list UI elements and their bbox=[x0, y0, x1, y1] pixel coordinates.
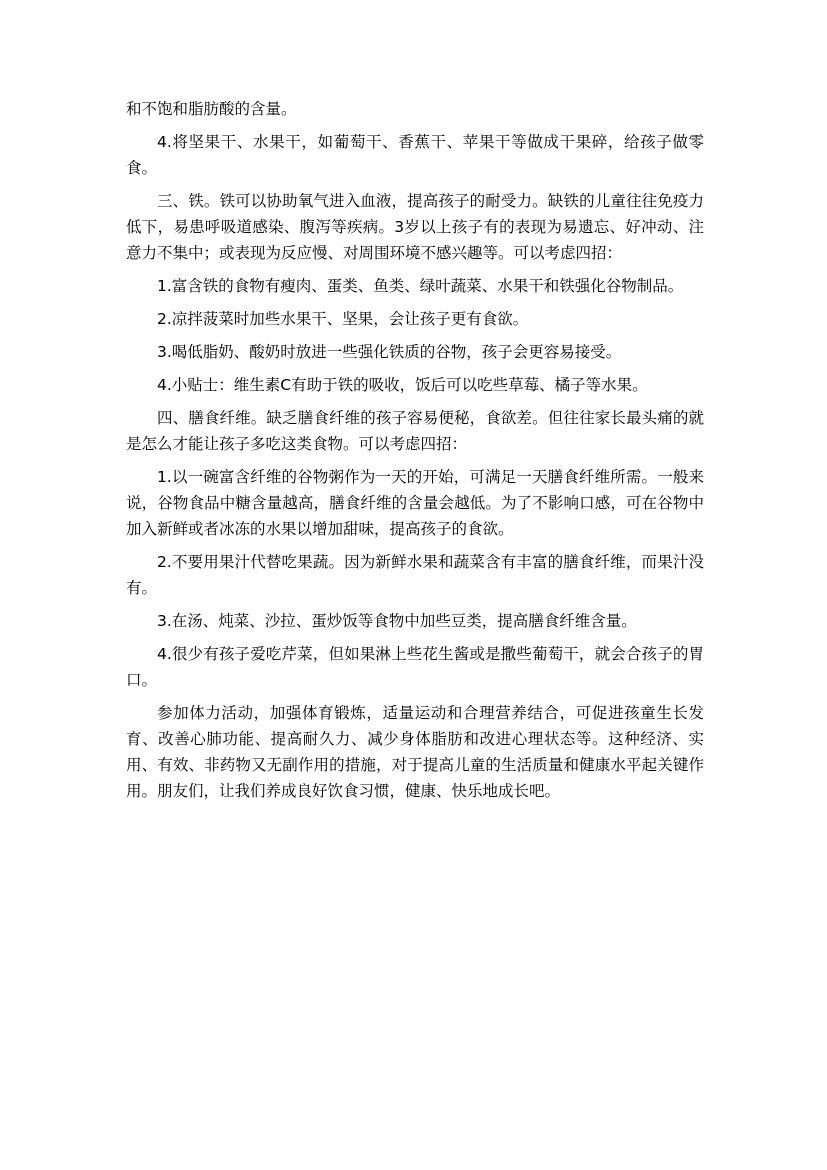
paragraph-fat-continued: 和不饱和脂肪酸的含量。 bbox=[126, 100, 297, 118]
document-page bbox=[126, 96, 704, 811]
paragraph-iron-tip-4: 4.小贴士：维生素C有助于铁的吸收，饭后可以吃些草莓、橘子等水果。 bbox=[157, 376, 648, 394]
paragraph-fiber-tip-1: 1.以一碗富含纤维的谷物粥作为一天的开始，可满足一天膳食纤维所需。一般来说，谷物食品中糖含量越高，膳食纤维的含量会越低。为了不影响口感，可在谷物中加入新鲜或者冰冻的水果以增加甜味，提高孩子的食欲。 bbox=[126, 468, 704, 538]
paragraph-iron-tip-2: 2.凉拌菠菜时加些水果干、坚果，会让孩子更有食欲。 bbox=[157, 310, 529, 328]
paragraph-conclusion: 参加体力活动，加强体育锻炼，适量运动和合理营养结合，可促进孩童生长发育、改善心肺功能、提高耐久力、减少身体脂肪和改进心理状态等。这种经济、实用、有效、非药物又无副作用的措施，对于提高儿童的生活质量和健康水平起关键作用。朋友们，让我们养成良好饮食习惯，健康、快乐地成长吧。 bbox=[126, 704, 704, 800]
paragraph-fiber-tip-3: 3.在汤、炖菜、沙拉、蛋炒饭等食物中加些豆类，提高膳食纤维含量。 bbox=[157, 612, 637, 630]
paragraph-fiber-heading: 四、膳食纤维。缺乏膳食纤维的孩子容易便秘，食欲差。但往往家长最头痛的就是怎么才能让孩子多吃这类食物。可以考虑四招： bbox=[126, 409, 704, 453]
paragraph-fiber-tip-2: 2.不要用果汁代替吃果蔬。因为新鲜水果和蔬菜含有丰富的膳食纤维，而果汁没有。 bbox=[126, 553, 704, 597]
paragraph-dried-fruit-tip: 4.将坚果干、水果干，如葡萄干、香蕉干、苹果干等做成干果碎，给孩子做零食。 bbox=[126, 133, 704, 177]
paragraph-fiber-tip-4: 4.很少有孩子爱吃芹菜，但如果淋上些花生酱或是撒些葡萄干，就会合孩子的胃口。 bbox=[126, 645, 704, 689]
paragraph-iron-heading: 三、铁。铁可以协助氧气进入血液，提高孩子的耐受力。缺铁的儿童往往免疫力低下，易患呼吸道感染、腹泻等疾病。3岁以上孩子有的表现为易遗忘、好冲动、注意力不集中；或表现为反应慢、对周围环境不感兴趣等。可以考虑四招： bbox=[126, 192, 704, 262]
paragraph-iron-tip-1: 1.富含铁的食物有瘦肉、蛋类、鱼类、绿叶蔬菜、水果干和铁强化谷物制品。 bbox=[157, 277, 684, 295]
paragraph-iron-tip-3: 3.喝低脂奶、酸奶时放进一些强化铁质的谷物，孩子会更容易接受。 bbox=[157, 343, 622, 361]
